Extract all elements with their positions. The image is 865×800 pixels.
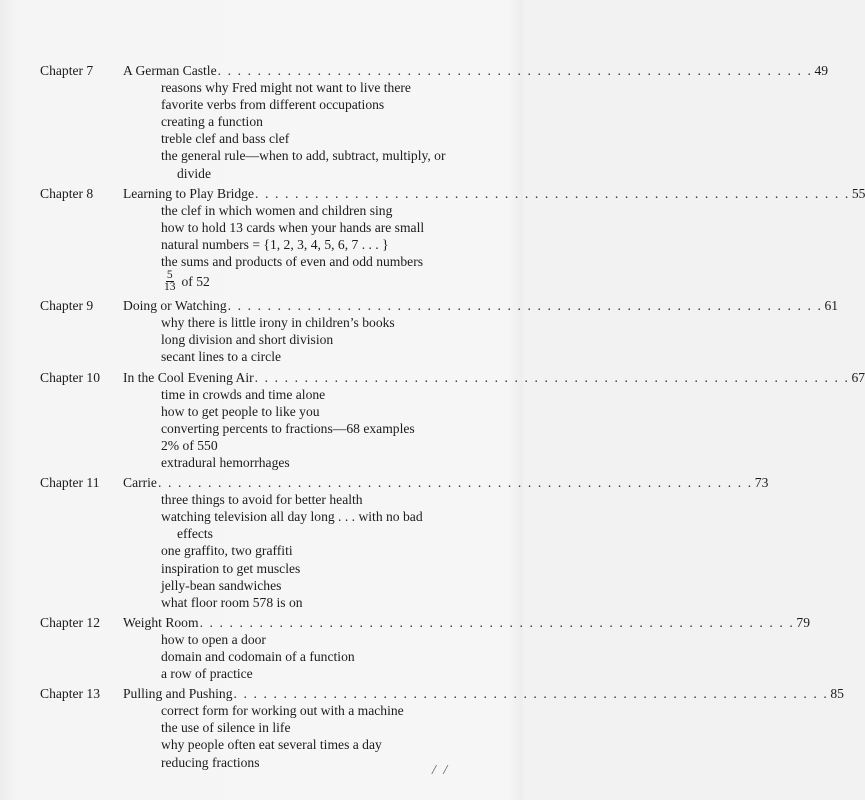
- fraction-topic-text: of 52: [181, 274, 210, 290]
- topic-item: three things to avoid for better health: [161, 492, 363, 508]
- topic-item: one graffito, two graffiti: [161, 543, 293, 559]
- topic-list: [40, 491, 458, 611]
- chapter-title: Weight Room: [123, 614, 199, 630]
- topic-item: what floor room 578 is on: [161, 594, 303, 610]
- topic-continuation: divide: [177, 165, 211, 181]
- topic-item: natural numbers = {1, 2, 3, 4, 5, 6, 7 . . . }: [161, 236, 389, 252]
- chapter-label: Chapter 13: [40, 686, 101, 702]
- topic-item: favorite verbs from different occupations: [161, 97, 385, 113]
- topic-list: [40, 702, 458, 770]
- page-number: 67: [851, 369, 865, 385]
- chapter-8-entry: [40, 185, 865, 294]
- chapter-title: A German Castle: [123, 63, 217, 78]
- topic-item: long division and short division: [161, 332, 334, 348]
- topic-continuation: effects: [177, 526, 213, 542]
- chapter-7-entry: [40, 62, 829, 182]
- topic-item: why people often eat several times a day: [161, 737, 382, 753]
- chapter-label: Chapter 10: [40, 369, 101, 385]
- topic-item: the sums and products of even and odd numbers: [161, 254, 424, 270]
- topic-item: jelly-bean sandwiches: [161, 577, 282, 593]
- page-number: 73: [754, 475, 769, 491]
- dot-leader: . . . . . . . . . . . . . . . . . . . . . . . . . . . . . . . . . . . . . . . . . . . . . . . . . . . . . . . . . . . .: [254, 369, 850, 385]
- dot-leader: . . . . . . . . . . . . . . . . . . . . . . . . . . . . . . . . . . . . . . . . . . . . . . . . . . . . . . . . . . . .: [199, 614, 795, 630]
- fraction-denominator: 13: [164, 280, 176, 293]
- chapter-title: Learning to Play Bridge: [123, 185, 254, 201]
- chapter-heading: [40, 685, 844, 702]
- page-number: 79: [796, 614, 810, 630]
- topic-item: converting percents to fractions—68 examples: [161, 420, 415, 436]
- dot-leader: . . . . . . . . . . . . . . . . . . . . . . . . . . . . . . . . . . . . . . . . . . . . . . . . . . . . . . . . . . . .: [233, 686, 829, 702]
- topic-item: how to get people to like you: [161, 403, 320, 419]
- topic-list: [40, 314, 458, 365]
- dot-leader: . . . . . . . . . . . . . . . . . . . . . . . . . . . . . . . . . . . . . . . . . . . . . . . . . . . . . . . . . . . .: [227, 298, 823, 314]
- chapter-heading: [40, 474, 769, 491]
- topic-item: secant lines to a circle: [161, 349, 282, 365]
- topic-item: creating a function: [161, 114, 263, 130]
- chapter-title: Carrie: [123, 475, 157, 491]
- topic-item: 2% of 550: [161, 437, 218, 453]
- page-number: 55: [851, 185, 865, 201]
- dot-leader: . . . . . . . . . . . . . . . . . . . . . . . . . . . . . . . . . . . . . . . . . . . . . . . . . . . . . . . . . . . .: [255, 185, 850, 201]
- chapter-10-entry: [40, 369, 865, 472]
- chapter-label: Chapter 9: [40, 298, 94, 314]
- chapter-label: Chapter 11: [40, 475, 100, 491]
- topic-item: how to hold 13 cards when your hands are small: [161, 219, 425, 235]
- page-folio-mark: / /: [432, 763, 450, 778]
- page-number: 49: [814, 63, 829, 78]
- topic-list: [40, 386, 458, 471]
- topic-item: extradural hemorrhages: [161, 454, 290, 470]
- topic-item: domain and codomain of a function: [161, 649, 355, 664]
- dot-leader: . . . . . . . . . . . . . . . . . . . . . . . . . . . . . . . . . . . . . . . . . . . . . . . . . . . . . . . . . . . .: [217, 63, 813, 78]
- topic-list: [40, 79, 458, 182]
- table-of-contents: [40, 62, 865, 774]
- topic-item: inspiration to get muscles: [161, 560, 301, 576]
- fraction-topic-item: [161, 270, 458, 294]
- chapter-title: Pulling and Pushing: [123, 686, 233, 702]
- dot-leader: . . . . . . . . . . . . . . . . . . . . . . . . . . . . . . . . . . . . . . . . . . . . . . . . . . . . . . . . . . . .: [157, 475, 753, 491]
- topic-item: a row of practice: [161, 666, 253, 682]
- topic-item: [161, 508, 458, 542]
- topic-text: the general rule—when to add, subtract, multiply, or: [161, 148, 446, 164]
- chapter-label: Chapter 12: [40, 614, 101, 630]
- chapter-label: Chapter 7: [40, 63, 94, 78]
- chapter-label: Chapter 8: [40, 185, 94, 201]
- topic-item: reasons why Fred might not want to live there: [161, 80, 411, 96]
- chapter-13-entry: [40, 685, 844, 770]
- topic-item: correct form for working out with a machine: [161, 703, 404, 719]
- chapter-title: In the Cool Evening Air: [123, 369, 254, 385]
- page-number: 85: [830, 686, 844, 702]
- topic-item: [161, 147, 458, 181]
- topic-text: watching television all day long . . . with no bad: [161, 509, 423, 525]
- chapter-title: Doing or Watching: [123, 298, 227, 314]
- topic-item: why there is little irony in children’s books: [161, 315, 395, 331]
- chapter-heading: [40, 614, 810, 631]
- topic-item: the clef in which women and children sing: [161, 202, 393, 218]
- topic-list: [40, 202, 458, 294]
- chapter-11-entry: [40, 474, 769, 611]
- chapter-heading: [40, 369, 865, 386]
- chapter-9-entry: [40, 297, 839, 365]
- topic-item: how to open a door: [161, 631, 266, 647]
- topic-item: the use of silence in life: [161, 720, 291, 736]
- fraction-numerator: 5: [166, 268, 173, 281]
- chapter-heading: [40, 62, 829, 79]
- topic-item: reducing fractions: [161, 754, 260, 770]
- chapter-heading: [40, 297, 839, 314]
- page-number: 61: [824, 298, 839, 314]
- chapter-12-entry: [40, 614, 810, 682]
- topic-list: [40, 631, 458, 682]
- topic-item: time in crowds and time alone: [161, 386, 326, 402]
- fraction: [163, 270, 177, 293]
- chapter-heading: [40, 185, 865, 202]
- topic-item: treble clef and bass clef: [161, 131, 290, 147]
